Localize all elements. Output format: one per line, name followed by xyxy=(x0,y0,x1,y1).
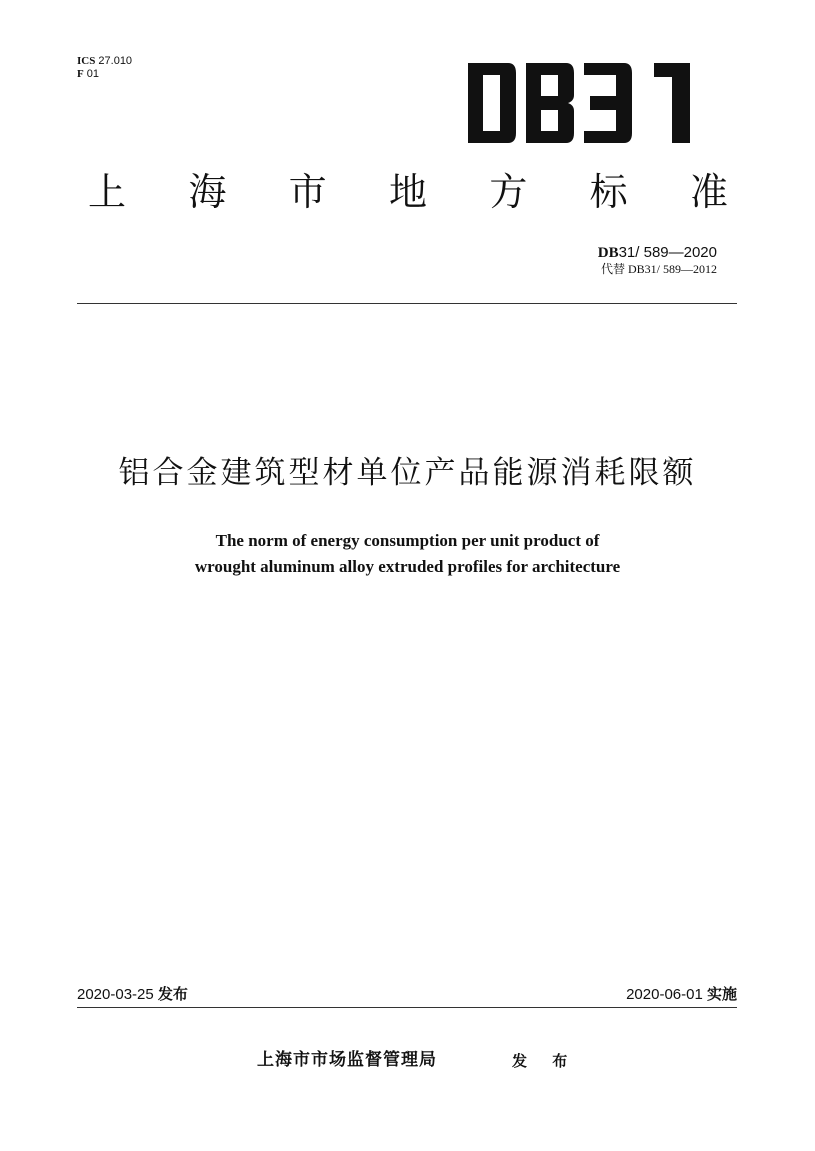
standard-code-rest: 31/ 589—2020 xyxy=(618,244,717,261)
replaces-standard: 代替 DB31/ 589—2012 xyxy=(600,262,717,276)
ics-code: 27.010 xyxy=(98,55,133,67)
classification-codes xyxy=(77,55,132,81)
implement-date xyxy=(626,984,737,1005)
document-title-english-line2: wrought aluminum alloy extruded profiles for architecture xyxy=(194,557,621,576)
ccs-line xyxy=(77,68,132,81)
title-char: 标 xyxy=(589,170,628,214)
title-char: 市 xyxy=(288,170,327,214)
document-title-english-line1: The norm of energy consumption per unit product of xyxy=(215,531,600,550)
bottom-divider xyxy=(77,1007,737,1008)
issue-date xyxy=(77,984,188,1005)
implement-date-value: 2020-06-01 xyxy=(626,986,703,1003)
publish-label: 发 布 xyxy=(512,1052,578,1070)
ics-label: ICS xyxy=(77,55,96,67)
issuing-authority: 上海市市场监督管理局 xyxy=(257,1050,437,1070)
issue-date-value: 2020-03-25 xyxy=(77,986,154,1003)
db31-logo xyxy=(468,63,694,143)
title-char: 方 xyxy=(489,170,528,214)
title-char: 上 xyxy=(88,170,127,214)
standard-code-prefix: DB xyxy=(597,245,619,261)
title-char: 海 xyxy=(188,170,227,214)
implement-label: 实施 xyxy=(706,985,737,1003)
top-divider xyxy=(77,303,737,304)
title-char: 地 xyxy=(388,170,427,214)
ccs-code: 01 xyxy=(86,68,100,80)
standard-number xyxy=(598,244,717,262)
ccs-label: F xyxy=(77,68,84,80)
document-title-chinese: 铝合金建筑型材单位产品能源消耗限额 xyxy=(118,455,697,491)
title-char: 准 xyxy=(689,170,728,214)
issue-label: 发布 xyxy=(157,985,188,1003)
region-standard-title xyxy=(88,170,728,214)
ics-line xyxy=(77,55,132,68)
